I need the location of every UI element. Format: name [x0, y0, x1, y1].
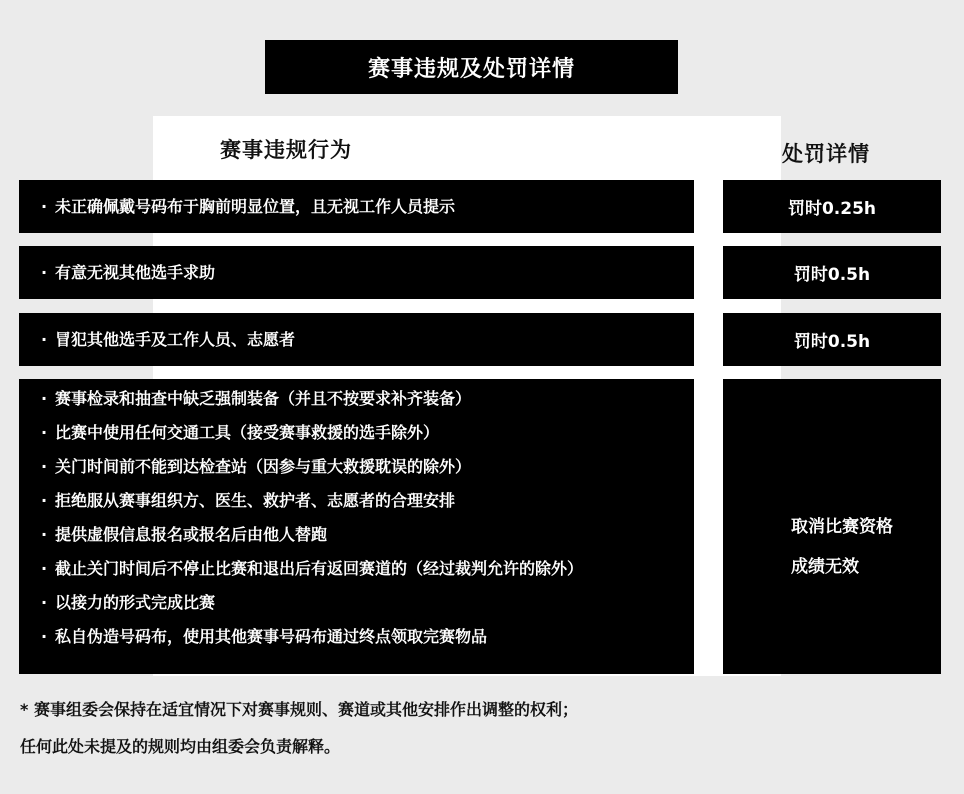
violation-row-1 — [19, 180, 694, 233]
footnote-line-1: * 赛事组委会保持在适宜情况下对赛事规则、赛道或其他安排作出调整的权利； — [20, 700, 578, 719]
penalty-row-2 — [723, 246, 941, 299]
violation-row-2 — [19, 246, 694, 299]
violation-item: · 提供虚假信息报名或报名后由他人替跑 — [19, 518, 694, 552]
penalty-column-header: 处罚详情 — [782, 142, 870, 166]
violation-item: · 关门时间前不能到达检查站（因参与重大救援耽误的除外） — [19, 450, 694, 484]
penalty-text: 罚时0.5h — [793, 265, 871, 285]
violation-item: · 截止关门时间后不停止比赛和退出后有返回赛道的（经过裁判允许的除外） — [19, 552, 694, 586]
violation-item: · 有意无视其他选手求助 — [19, 263, 215, 283]
penalty-row-1 — [723, 180, 941, 233]
penalty-text: 罚时0.5h — [793, 332, 871, 352]
violation-item: · 未正确佩戴号码布于胸前明显位置，且无视工作人员提示 — [19, 197, 455, 217]
page-title: 赛事违规及处罚详情 — [265, 40, 678, 94]
penalty-row-3 — [723, 313, 941, 366]
violation-item: · 冒犯其他选手及工作人员、志愿者 — [19, 330, 295, 350]
violation-row-4 — [19, 379, 694, 674]
penalty-text: 取消比赛资格 — [791, 517, 893, 537]
violation-column-header: 赛事违规行为 — [220, 138, 352, 162]
violation-item: · 比赛中使用任何交通工具（接受赛事救援的选手除外） — [19, 416, 694, 450]
penalty-row-4 — [723, 379, 941, 674]
violation-item: · 赛事检录和抽查中缺乏强制装备（并且不按要求补齐装备） — [19, 382, 694, 416]
penalty-text-group — [791, 507, 893, 587]
violation-item: · 以接力的形式完成比赛 — [19, 586, 694, 620]
penalty-text: 罚时0.25h — [787, 199, 877, 219]
footnote-line-2: 任何此处未提及的规则均由组委会负责解释。 — [20, 737, 341, 756]
violation-item: · 私自伪造号码布，使用其他赛事号码布通过终点领取完赛物品 — [19, 620, 694, 654]
violation-item: · 拒绝服从赛事组织方、医生、救护者、志愿者的合理安排 — [19, 484, 694, 518]
violation-row-3 — [19, 313, 694, 366]
penalty-text: 成绩无效 — [791, 557, 859, 577]
